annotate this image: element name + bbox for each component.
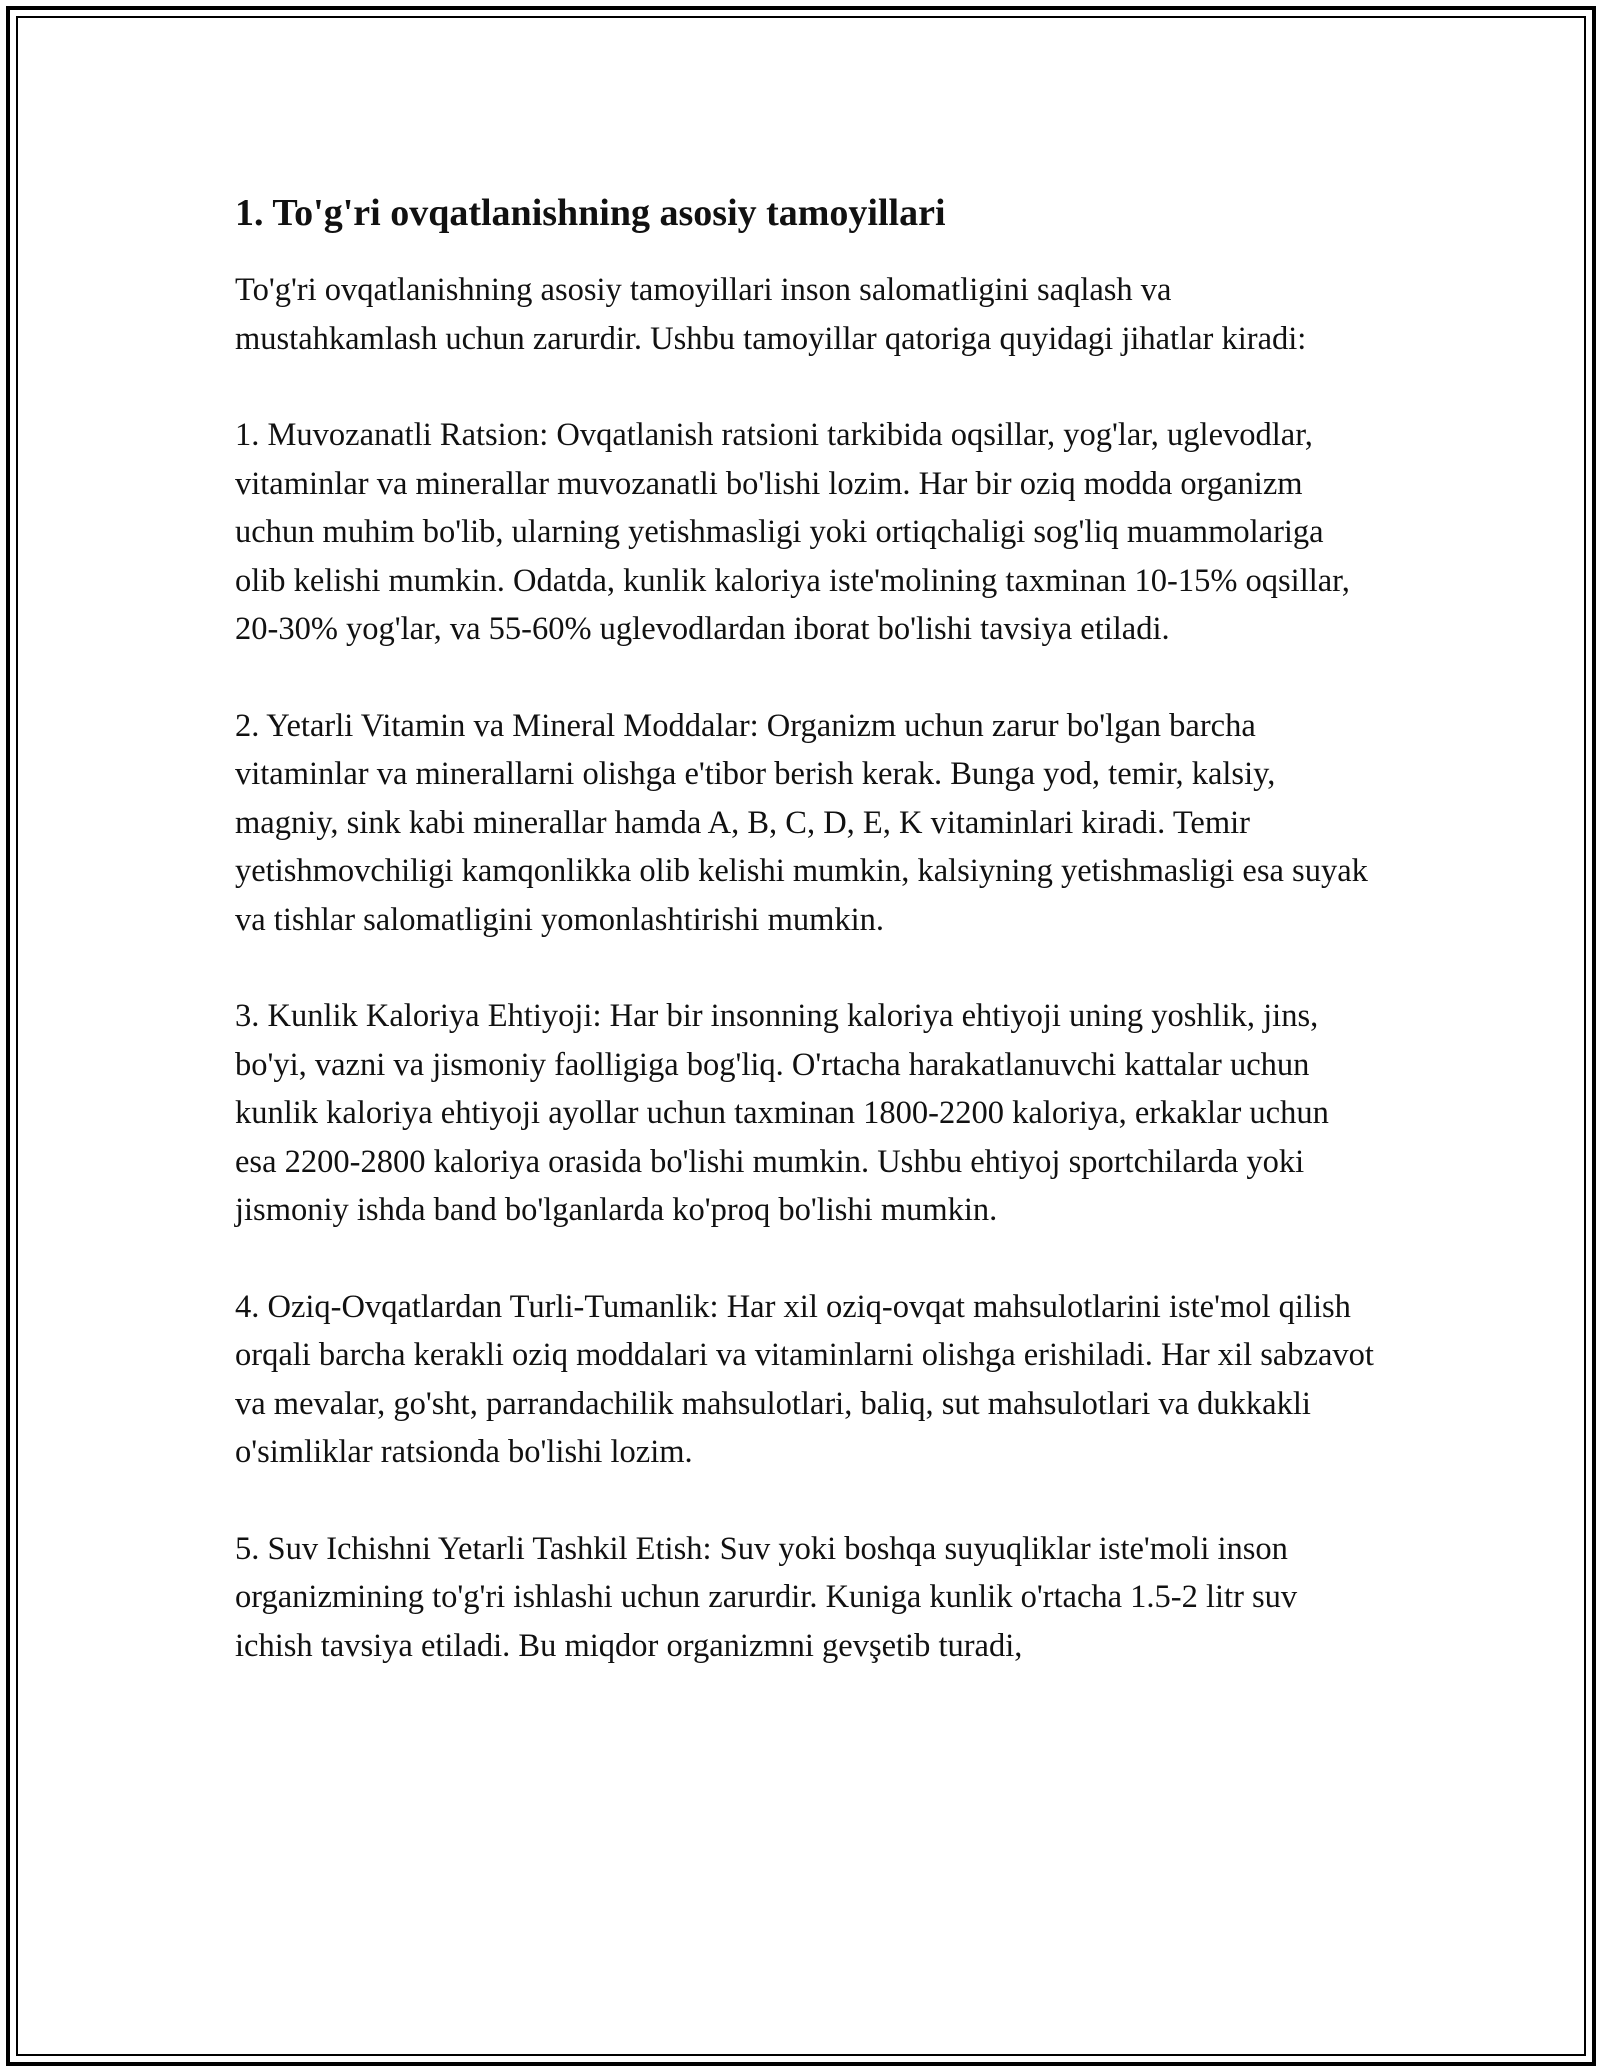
intro-paragraph: To'g'ri ovqatlanishning asosiy tamoyillari inson salomatligini saqlash va mustahkamlash uchun zarurdir. Ushbu tamoyillar qatoriga quyidagi jihatlar kiradi:	[235, 272, 1307, 357]
document-body	[235, 186, 1375, 1718]
principle-balanced-diet: 1. Muvozanatli Ratsion: Ovqatlanish ratsioni tarkibida oqsillar, yog'lar, uglevodlar, vitaminlar va minerallar muvozanatli bo'lishi lozim. Har bir oziq modda organizm uchun muhim bo'lib, ularning yetishmasligi yoki ortiqchaligi sog'liq muammolariga olib kelishi mumkin. Odatda, kunlik kaloriya iste'molining taxminan 10-15% oqsillar, 20-30% yog'lar, va 55-60% uglevodlardan iborat bo'lishi tavsiya etiladi.	[235, 417, 1350, 647]
principle-water-intake: 5. Suv Ichishni Yetarli Tashkil Etish: Suv yoki boshqa suyuqliklar iste'moli inson organizmining to'g'ri ishlashi uchun zarurdir. Kuniga kunlik o'rtacha 1.5-2 litr suv ichish tavsiya etiladi. Bu miqdor organizmni gevşetib turadi,	[235, 1530, 1298, 1664]
principle-daily-calories: 3. Kunlik Kaloriya Ehtiyoji: Har bir insonning kaloriya ehtiyoji uning yoshlik, jins, bo'yi, vazni va jismoniy faolligiga bog'liq. O'rtacha harakatlanuvchi kattalar uchun kunlik kaloriya ehtiyoji ayollar uchun taxminan 1800-2200 kaloriya, erkaklar uchun esa 2200-2800 kaloriya orasida bo'lishi mumkin. Ushbu ehtiyoj sportchilarda yoki jismoniy ishda band bo'lganlarda ko'proq bo'lishi mumkin.	[235, 998, 1329, 1228]
section-heading: 1. To'g'ri ovqatlanishning asosiy tamoyillari	[235, 192, 946, 234]
principle-vitamins-minerals: 2. Yetarli Vitamin va Mineral Moddalar: Organizm uchun zarur bo'lgan barcha vitaminlar va minerallarni olishga e'tibor berish kerak. Bunga yod, temir, kalsiy, magniy, sink kabi minerallar hamda A, B, C, D, E, K vitaminlari kiradi. Temir yetishmovchiligi kamqonlikka olib kelishi mumkin, kalsiyning yetishmasligi esa suyak va tishlar salomatligini yomonlashtirishi mumkin.	[235, 707, 1368, 938]
principle-food-variety: 4. Oziq-Ovqatlardan Turli-Tumanlik: Har xil oziq-ovqat mahsulotlarini iste'mol qilish orqali barcha kerakli oziq moddalari va vitaminlarni olishga erishiladi. Har xil sabzavot va mevalar, go'sht, parrandachilik mahsulotlari, baliq, sut mahsulotlari va dukkakli o'simliklar ratsionda bo'lishi lozim.	[235, 1288, 1374, 1470]
